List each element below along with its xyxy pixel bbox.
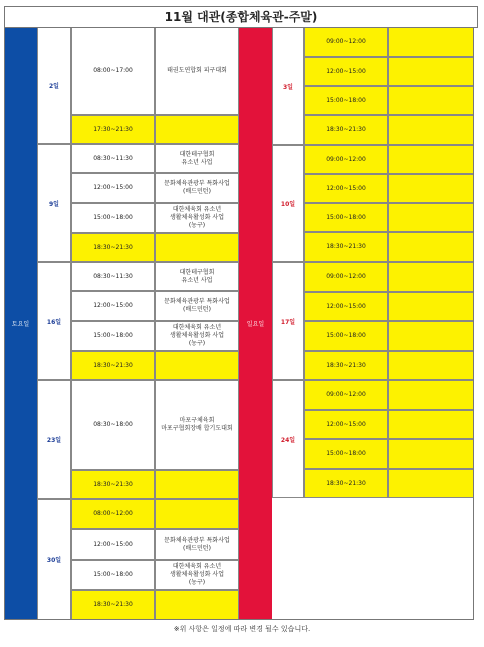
date-nov-24: 24일: [272, 380, 304, 498]
slot-time: 18:30~21:30: [304, 115, 388, 145]
slot-time: 12:00~15:00: [304, 410, 388, 439]
slot-time: 09:00~12:00: [304, 262, 388, 292]
slot-time: 15:00~18:00: [304, 321, 388, 351]
slot-empty: [155, 351, 239, 380]
slot-time: 18:30~21:30: [71, 351, 155, 380]
date-nov-2: 2일: [37, 27, 71, 144]
slot-time: 18:30~21:30: [71, 590, 155, 620]
slot-time: 15:00~18:00: [71, 560, 155, 590]
slot-time: 08:00~17:00: [71, 27, 155, 115]
date-nov-17: 17일: [272, 262, 304, 380]
slot-time: 09:00~12:00: [304, 145, 388, 174]
slot-empty: [388, 292, 474, 321]
slot-empty: [155, 233, 239, 262]
date-nov-9: 9일: [37, 144, 71, 262]
slot-empty: [388, 410, 474, 439]
sunday-stripe: [239, 27, 272, 620]
slot-empty: [388, 145, 474, 174]
slot-event: 문화체육관광부 특화사업 (배드민턴): [155, 173, 239, 203]
slot-time: 18:30~21:30: [304, 469, 388, 498]
slot-time: 12:00~15:00: [71, 173, 155, 203]
slot-event: 대한체육회 유소년 생활체육활성화 사업 (농구): [155, 321, 239, 351]
slot-empty: [388, 380, 474, 410]
slot-empty: [388, 351, 474, 380]
slot-time: 18:30~21:30: [71, 470, 155, 499]
date-nov-3: 3일: [272, 27, 304, 145]
slot-empty: [388, 321, 474, 351]
slot-time: 18:30~21:30: [304, 351, 388, 380]
slot-empty: [388, 115, 474, 145]
slot-time: 17:30~21:30: [71, 115, 155, 144]
slot-time: 09:00~12:00: [304, 380, 388, 410]
slot-time: 08:30~18:00: [71, 380, 155, 470]
sunday-label: 일요일: [246, 321, 265, 328]
slot-time: 18:30~21:30: [304, 232, 388, 262]
slot-event: 문화체육관광부 특화사업 (배드민턴): [155, 291, 239, 321]
slot-event: 대한체육회 유소년 생활체육활성화 사업 (농구): [155, 203, 239, 233]
slot-time: 08:30~11:30: [71, 144, 155, 173]
slot-empty: [388, 57, 474, 86]
date-nov-10: 10일: [272, 145, 304, 262]
slot-event: 마포구체육회 마포구협회장배 합기도대회: [155, 380, 239, 470]
slot-empty: [388, 262, 474, 292]
date-nov-16: 16일: [37, 262, 71, 380]
slot-time: 08:30~11:30: [71, 262, 155, 291]
slot-event: 대한테구협회 유소년 사업: [155, 262, 239, 291]
slot-time: 12:00~15:00: [71, 529, 155, 560]
slot-empty: [155, 590, 239, 620]
slot-time: 12:00~15:00: [71, 291, 155, 321]
slot-empty: [388, 469, 474, 498]
slot-time: 15:00~18:00: [71, 321, 155, 351]
slot-time: 15:00~18:00: [71, 203, 155, 233]
slot-event: 태권도연합회 피구대회: [155, 27, 239, 115]
slot-empty: [388, 27, 474, 57]
slot-time: 15:00~18:00: [304, 203, 388, 232]
date-nov-30: 30일: [37, 499, 71, 620]
slot-empty: [155, 499, 239, 529]
slot-time: 15:00~18:00: [304, 86, 388, 115]
slot-time: 09:00~12:00: [304, 27, 388, 57]
slot-event: 대한테구협회 유소년 사업: [155, 144, 239, 173]
page-title: 11월 대관(종합체육관-주말): [4, 6, 478, 28]
slot-empty: [388, 232, 474, 262]
saturday-stripe: [4, 27, 37, 620]
slot-empty: [155, 115, 239, 144]
slot-empty: [388, 439, 474, 469]
slot-time: 08:00~12:00: [71, 499, 155, 529]
slot-empty: [388, 86, 474, 115]
slot-time: 12:00~15:00: [304, 57, 388, 86]
slot-empty: [155, 470, 239, 499]
slot-time: 12:00~15:00: [304, 174, 388, 203]
slot-time: 15:00~18:00: [304, 439, 388, 469]
saturday-label: 토요일: [11, 321, 30, 328]
slot-event: 문화체육관광부 특화사업 (배드민턴): [155, 529, 239, 560]
slot-time: 18:30~21:30: [71, 233, 155, 262]
date-nov-23: 23일: [37, 380, 71, 499]
slot-empty: [388, 174, 474, 203]
slot-time: 12:00~15:00: [304, 292, 388, 321]
slot-empty: [388, 203, 474, 232]
footer-note: ※위 사항은 일정에 따라 변경 될수 있습니다.: [173, 625, 311, 633]
slot-event: 대한체육회 유소년 생활체육활성화 사업 (농구): [155, 560, 239, 590]
